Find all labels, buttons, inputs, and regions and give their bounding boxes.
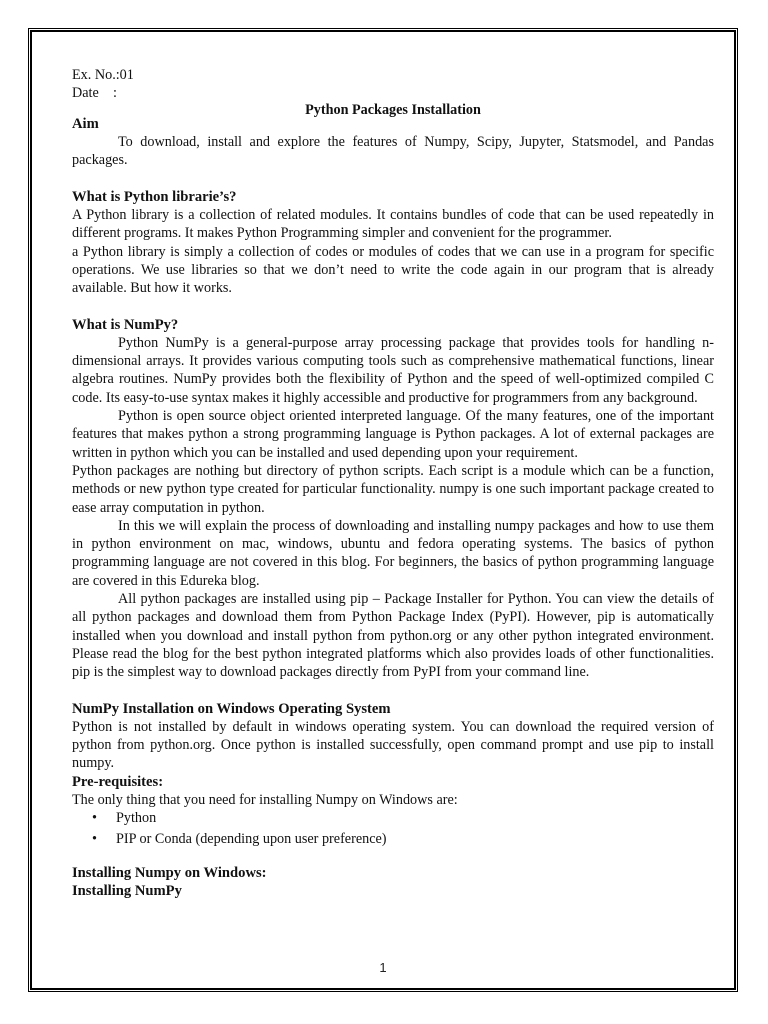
- prerequisites-heading: Pre-requisites:: [72, 773, 164, 790]
- installing-numpy-heading: Installing NumPy: [72, 883, 182, 900]
- numpy-paragraph-3: Python packages are nothing but directory of python scripts. Each script is a module which can be a function, methods or new python type created for particular functionality. numpy is one such important package created to ease array computation in python.: [72, 462, 714, 516]
- list-item: • PIP or Conda (depending upon user preference): [116, 830, 714, 848]
- numpy-paragraph-5: All python packages are installed using pip – Package Installer for Python. You can view the details of all python packages and download them from Python Package Index (PyPI). However, pip is automatically installed when you download and install python from python.org or any other python integrated environment. Please read the blog for the best python integrated platforms which also provides loads of other functionalities. pip is the simplest way to download packages directly from PyPI from your command line.: [72, 591, 714, 681]
- installing-windows-heading: Installing Numpy on Windows:: [72, 864, 267, 881]
- libraries-paragraph-1: A Python library is a collection of related modules. It contains bundles of code that can be used repeatedly in different programs. It makes Python Programming simpler and convenient for the programmer.: [72, 207, 714, 242]
- list-item: • Python: [116, 809, 714, 827]
- numpy-paragraph-1: Python NumPy is a general-purpose array processing package that provides tools for handling n-dimensional arrays. It provides various computing tools such as comprehensive mathematical functions, linear algebra routines. NumPy provides both the flexibility of Python and the speed of well-optimized compiled C code. Its easy-to-use syntax makes it highly accessible and productive for programmers from any background.: [72, 334, 714, 406]
- prerequisites-list: [72, 809, 714, 848]
- aim-text: To download, install and explore the features of Numpy, Scipy, Jupyter, Statsmodel, and Pandas packages.: [72, 134, 714, 169]
- prerequisites-text: The only thing that you need for installing Numpy on Windows are:: [72, 791, 458, 808]
- numpy-heading: What is NumPy?: [72, 316, 179, 333]
- aim-heading: Aim: [72, 115, 99, 132]
- page-content: [72, 66, 714, 900]
- windows-paragraph: Python is not installed by default in windows operating system. You can download the required version of python from python.org. Once python is installed successfully, open command prompt and use pip to install numpy.: [72, 718, 714, 772]
- page-number: 1: [379, 960, 387, 975]
- page-title: Python Packages Installation: [305, 101, 481, 118]
- exercise-number: Ex. No.:01: [72, 67, 134, 83]
- numpy-paragraph-2: Python is open source object oriented interpreted language. Of the many features, one of the important features that makes python a strong programming language is Python packages. A lot of external packages are written in python which you can be installed and used depending upon your requirement.: [72, 408, 714, 461]
- libraries-heading: What is Python librarie’s?: [72, 188, 237, 205]
- libraries-paragraph-2: a Python library is simply a collection of codes or modules of codes that we can use in a program for specific operations. We use libraries so that we don’t need to write the code again in our program that is already available. But how it works.: [72, 243, 714, 297]
- numpy-paragraph-4: In this we will explain the process of downloading and installing numpy packages and how to use them in python environment on mac, windows, ubuntu and fedora operating systems. The basics of python programming language are not covered in this blog. For beginners, the basics of python programming language are covered in this Edureka blog.: [72, 517, 714, 589]
- windows-heading: NumPy Installation on Windows Operating System: [72, 700, 391, 717]
- document-page: [30, 30, 736, 990]
- date-line: Date :: [72, 85, 117, 102]
